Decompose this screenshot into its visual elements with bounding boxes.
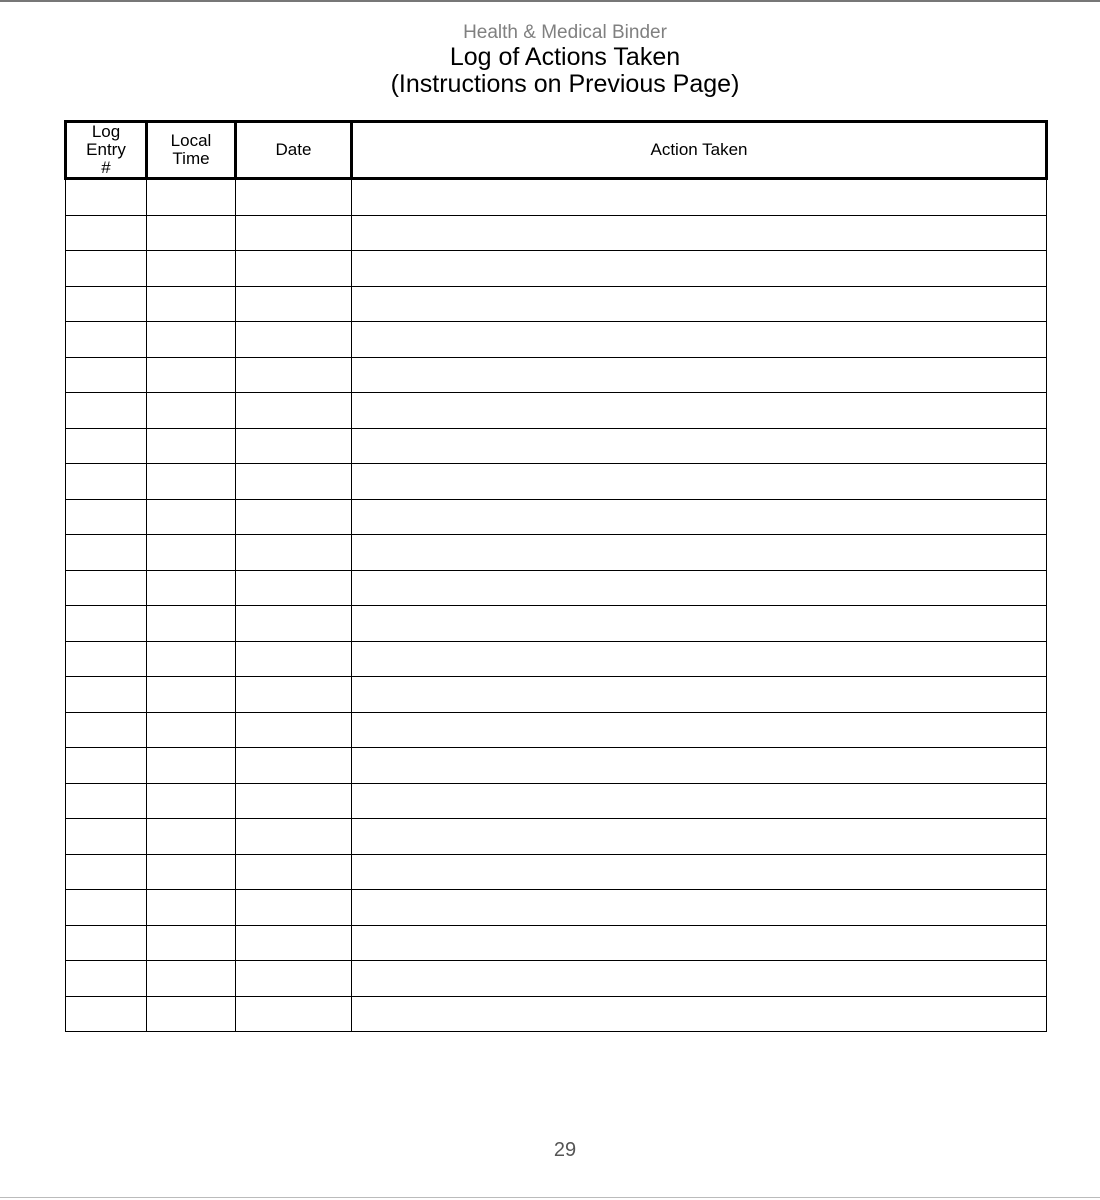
log-body	[66, 179, 1047, 1032]
local-time-cell[interactable]	[147, 499, 236, 535]
local-time-cell[interactable]	[147, 996, 236, 1032]
local-time-cell[interactable]	[147, 783, 236, 819]
date-cell[interactable]	[236, 179, 352, 216]
action-taken-cell[interactable]	[352, 712, 1047, 748]
log-entry-cell[interactable]	[66, 925, 147, 961]
action-taken-cell[interactable]	[352, 748, 1047, 784]
date-cell[interactable]	[236, 286, 352, 322]
log-entry-cell[interactable]	[66, 464, 147, 500]
action-log-table	[64, 120, 1048, 1032]
action-taken-cell[interactable]	[352, 854, 1047, 890]
date-cell[interactable]	[236, 215, 352, 251]
table-row	[66, 819, 1047, 855]
local-time-cell[interactable]	[147, 641, 236, 677]
local-time-cell[interactable]	[147, 712, 236, 748]
column-header-action-taken	[352, 122, 1047, 179]
local-time-cell[interactable]	[147, 357, 236, 393]
table-row	[66, 783, 1047, 819]
local-time-cell[interactable]	[147, 748, 236, 784]
page-title: Log of Actions Taken	[449, 43, 681, 71]
action-taken-cell[interactable]	[352, 783, 1047, 819]
log-entry-cell[interactable]	[66, 996, 147, 1032]
log-entry-cell[interactable]	[66, 357, 147, 393]
local-time-cell[interactable]	[147, 251, 236, 287]
column-header-date	[236, 122, 352, 179]
action-taken-cell[interactable]	[352, 535, 1047, 571]
date-cell[interactable]	[236, 322, 352, 358]
date-cell[interactable]	[236, 535, 352, 571]
date-cell[interactable]	[236, 570, 352, 606]
table-row	[66, 854, 1047, 890]
binder-name: Health & Medical Binder	[463, 22, 667, 43]
date-cell[interactable]	[236, 925, 352, 961]
log-entry-cell[interactable]	[66, 783, 147, 819]
action-taken-cell[interactable]	[352, 464, 1047, 500]
page-subtitle: (Instructions on Previous Page)	[390, 70, 740, 98]
log-entry-cell[interactable]	[66, 748, 147, 784]
local-time-cell[interactable]	[147, 606, 236, 642]
action-taken-cell[interactable]	[352, 570, 1047, 606]
action-taken-cell[interactable]	[352, 251, 1047, 287]
date-cell[interactable]	[236, 251, 352, 287]
action-taken-cell[interactable]	[352, 179, 1047, 216]
date-cell[interactable]	[236, 499, 352, 535]
table-header-row	[66, 122, 1047, 179]
action-taken-cell[interactable]	[352, 606, 1047, 642]
date-cell[interactable]	[236, 641, 352, 677]
log-entry-cell[interactable]	[66, 251, 147, 287]
date-cell[interactable]	[236, 712, 352, 748]
log-entry-cell[interactable]	[66, 854, 147, 890]
local-time-cell[interactable]	[147, 393, 236, 429]
action-taken-cell[interactable]	[352, 890, 1047, 926]
date-cell[interactable]	[236, 996, 352, 1032]
table-row	[66, 925, 1047, 961]
table-row	[66, 464, 1047, 500]
log-entry-cell[interactable]	[66, 179, 147, 216]
action-taken-cell[interactable]	[352, 641, 1047, 677]
action-taken-cell[interactable]	[352, 428, 1047, 464]
table-row	[66, 179, 1047, 216]
table-row	[66, 322, 1047, 358]
table-row	[66, 961, 1047, 997]
table-row	[66, 535, 1047, 571]
column-header-line: Entry	[86, 140, 126, 159]
local-time-cell[interactable]	[147, 570, 236, 606]
local-time-cell[interactable]	[147, 286, 236, 322]
local-time-cell[interactable]	[147, 890, 236, 926]
table-row	[66, 251, 1047, 287]
table-row	[66, 428, 1047, 464]
action-taken-cell[interactable]	[352, 996, 1047, 1032]
action-taken-cell[interactable]	[352, 925, 1047, 961]
local-time-cell[interactable]	[147, 677, 236, 713]
action-taken-cell[interactable]	[352, 677, 1047, 713]
table-row	[66, 641, 1047, 677]
log-entry-cell[interactable]	[66, 961, 147, 997]
action-taken-cell[interactable]	[352, 286, 1047, 322]
column-header-line: Local	[170, 131, 212, 150]
table-row	[66, 677, 1047, 713]
log-entry-cell[interactable]	[66, 641, 147, 677]
local-time-cell[interactable]	[147, 215, 236, 251]
column-header-log-entry	[66, 122, 147, 179]
log-entry-cell[interactable]	[66, 890, 147, 926]
table-row	[66, 712, 1047, 748]
action-taken-cell[interactable]	[352, 357, 1047, 393]
date-cell[interactable]	[236, 890, 352, 926]
log-entry-cell[interactable]	[66, 286, 147, 322]
log-entry-cell[interactable]	[66, 535, 147, 571]
log-entry-cell[interactable]	[66, 428, 147, 464]
local-time-cell[interactable]	[147, 854, 236, 890]
date-cell[interactable]	[236, 464, 352, 500]
page-number: 29	[553, 1139, 577, 1161]
date-cell[interactable]	[236, 393, 352, 429]
date-cell[interactable]	[236, 606, 352, 642]
log-entry-cell[interactable]	[66, 499, 147, 535]
column-header-line: Date	[275, 140, 312, 159]
column-header-line: Action Taken	[650, 140, 748, 159]
local-time-cell[interactable]	[147, 428, 236, 464]
log-entry-cell[interactable]	[66, 819, 147, 855]
table-row	[66, 570, 1047, 606]
date-cell[interactable]	[236, 357, 352, 393]
action-taken-cell[interactable]	[352, 322, 1047, 358]
table-row	[66, 215, 1047, 251]
action-taken-cell[interactable]	[352, 499, 1047, 535]
local-time-cell[interactable]	[147, 179, 236, 216]
action-taken-cell[interactable]	[352, 215, 1047, 251]
date-cell[interactable]	[236, 854, 352, 890]
table-row	[66, 996, 1047, 1032]
local-time-cell[interactable]	[147, 322, 236, 358]
top-rule	[0, 0, 1100, 2]
table-row	[66, 748, 1047, 784]
local-time-cell[interactable]	[147, 535, 236, 571]
log-entry-cell[interactable]	[66, 570, 147, 606]
table-row	[66, 286, 1047, 322]
local-time-cell[interactable]	[147, 819, 236, 855]
local-time-cell[interactable]	[147, 464, 236, 500]
table-row	[66, 393, 1047, 429]
date-cell[interactable]	[236, 783, 352, 819]
log-entry-cell[interactable]	[66, 322, 147, 358]
date-cell[interactable]	[236, 677, 352, 713]
log-entry-cell[interactable]	[66, 393, 147, 429]
table-row	[66, 606, 1047, 642]
action-taken-cell[interactable]	[352, 819, 1047, 855]
log-entry-cell[interactable]	[66, 677, 147, 713]
column-header-line: Time	[172, 149, 210, 168]
bottom-rule	[0, 1197, 1100, 1198]
log-entry-cell[interactable]	[66, 712, 147, 748]
log-entry-cell[interactable]	[66, 606, 147, 642]
column-header-line: Log	[91, 122, 121, 141]
action-taken-cell[interactable]	[352, 393, 1047, 429]
date-cell[interactable]	[236, 961, 352, 997]
table-row	[66, 357, 1047, 393]
date-cell[interactable]	[236, 819, 352, 855]
column-header-local-time	[147, 122, 236, 179]
date-cell[interactable]	[236, 428, 352, 464]
local-time-cell[interactable]	[147, 925, 236, 961]
column-header-line: #	[101, 158, 111, 177]
local-time-cell[interactable]	[147, 961, 236, 997]
action-taken-cell[interactable]	[352, 961, 1047, 997]
date-cell[interactable]	[236, 748, 352, 784]
table-row	[66, 499, 1047, 535]
table-row	[66, 890, 1047, 926]
log-entry-cell[interactable]	[66, 215, 147, 251]
